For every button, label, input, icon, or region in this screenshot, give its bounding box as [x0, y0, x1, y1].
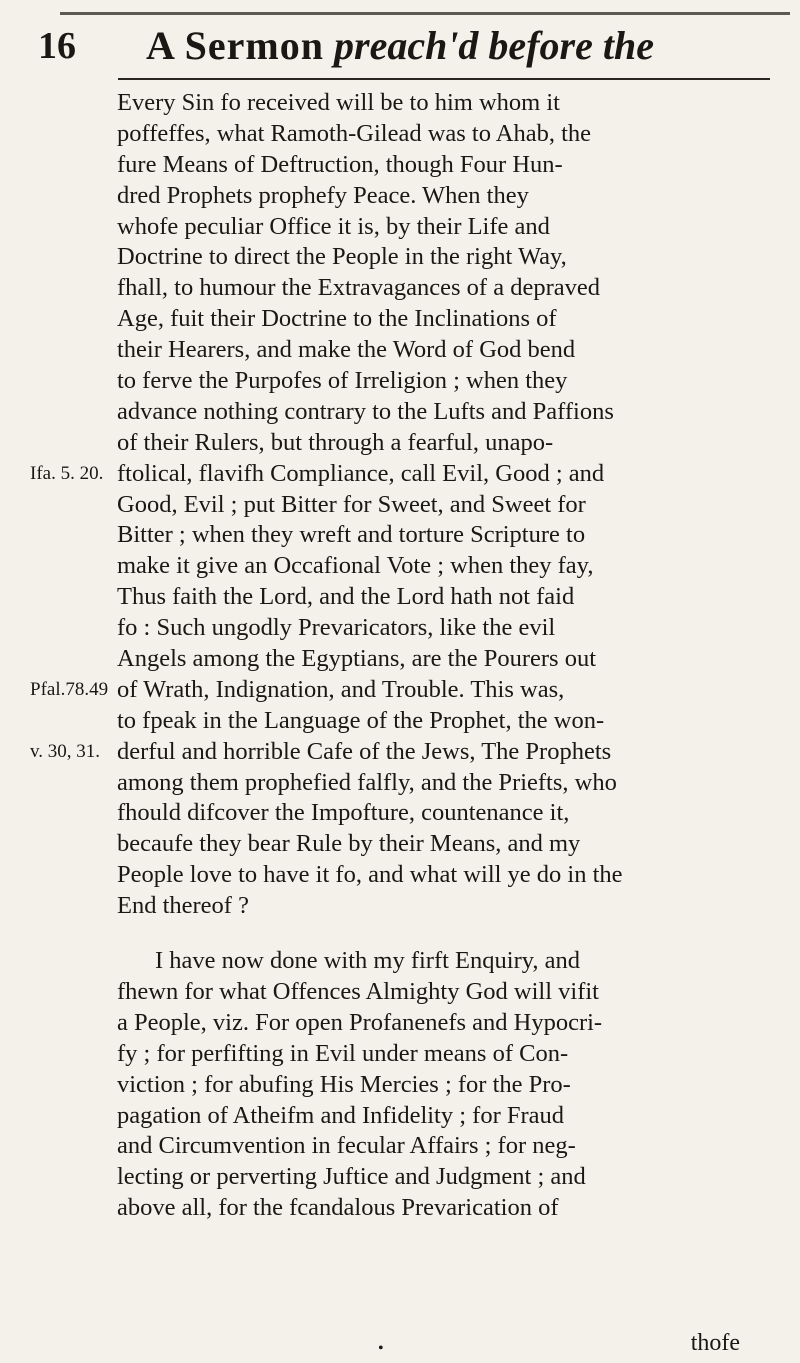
- text-line: End thereof ?: [117, 892, 249, 920]
- text-line: to fpeak in the Language of the Prophet, the won-: [117, 706, 605, 734]
- running-head: [146, 22, 654, 69]
- printer-mark: •: [378, 1340, 384, 1357]
- text-line: dred Prophets prophefy Peace. When they: [117, 181, 529, 209]
- text-line: becaufe they bear Rule by their Means, and my: [117, 830, 581, 858]
- header-rule: [118, 78, 770, 80]
- page-header: [38, 18, 780, 68]
- paragraph-gap: [117, 922, 792, 946]
- text-line: fo : Such ungodly Prevaricators, like the evil: [117, 614, 556, 642]
- text-line: their Hearers, and make the Word of God bend: [117, 336, 576, 364]
- text-line: of their Rulers, but through a fearful, unapo-: [117, 428, 554, 456]
- text-line: Age, fuit their Doctrine to the Inclinations of: [117, 305, 557, 333]
- text-line: Every Sin fo received will be to him whom it: [117, 89, 560, 116]
- text-line: poffeffes, what Ramoth-Gilead was to Ahab, the: [117, 119, 592, 147]
- running-head-italic: preach'd before the: [334, 23, 654, 68]
- margin-note-verses: v. 30, 31.: [30, 741, 101, 762]
- text-line: whofe peculiar Office it is, by their Life and: [117, 212, 550, 240]
- text-line: Angels among the Egyptians, are the Pourers out: [117, 645, 597, 673]
- text-line: ftolical, flavifh Compliance, call Evil, Good ; and: [117, 459, 605, 487]
- text-line: to ferve the Purpofes of Irreligion ; when they: [117, 367, 568, 395]
- text-line: lecting or perverting Juftice and Judgment ; and: [117, 1163, 586, 1191]
- catchword: thofe: [690, 1330, 740, 1356]
- text-line: Thus faith the Lord, and the Lord hath not faid: [117, 583, 575, 611]
- text-line: among them prophefied falfly, and the Priefts, who: [117, 768, 617, 796]
- top-border-rule: [60, 12, 790, 15]
- text-line: viction ; for abufing His Mercies ; for the Pro-: [117, 1070, 571, 1098]
- text-line: make it give an Occafional Vote ; when they fay,: [117, 552, 594, 580]
- text-line: advance nothing contrary to the Lufts and Paffions: [117, 397, 614, 425]
- text-line: People love to have it fo, and what will ye do in the: [117, 861, 623, 889]
- text-line: fhewn for what Offences Almighty God will vifit: [117, 977, 599, 1005]
- text-line: a People, viz. For open Profanenefs and Hypocri-: [117, 1008, 603, 1036]
- text-line: above all, for the fcandalous Prevarication of: [117, 1194, 559, 1222]
- text-line: derful and horrible Cafe of the Jews, The Prophets: [117, 737, 612, 765]
- margin-note-isaiah: Ifa. 5. 20.: [30, 463, 104, 484]
- page-number: 16: [38, 25, 76, 67]
- text-line: Doctrine to direct the People in the right Way,: [117, 243, 567, 271]
- text-line: I have now done with my firft Enquiry, and: [155, 947, 581, 975]
- running-head-roman: A Sermon: [146, 23, 324, 68]
- text-line: Bitter ; when they wreft and torture Scripture to: [117, 521, 586, 549]
- text-line: Good, Evil ; put Bitter for Sweet, and Sweet for: [117, 490, 586, 518]
- text-line: fhall, to humour the Extravagances of a depraved: [117, 274, 601, 302]
- text-line: and Circumvention in fecular Affairs ; for neg-: [117, 1132, 576, 1160]
- text-line: pagation of Atheifm and Infidelity ; for Fraud: [117, 1101, 565, 1129]
- text-line: of Wrath, Indignation, and Trouble. This was,: [117, 675, 565, 703]
- sermon-text: [117, 88, 792, 1224]
- text-line: fure Means of Deftruction, though Four Hun-: [117, 150, 563, 178]
- text-line: fy ; for perfifting in Evil under means of Con-: [117, 1039, 569, 1067]
- margin-note-psalm: Pfal.78.49: [30, 679, 109, 700]
- text-line: fhould difcover the Impofture, countenance it,: [117, 799, 570, 827]
